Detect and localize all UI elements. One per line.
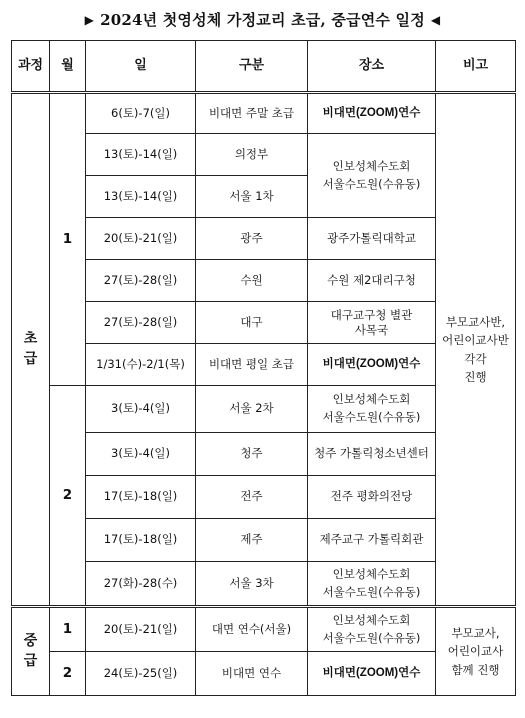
row-place: 인보성체수도회 서울수도원(수유동) (308, 607, 436, 652)
row-date: 6(토)-7(일) (86, 93, 196, 134)
header-month: 월 (50, 41, 86, 93)
row-place: 인보성체수도회 서울수도원(수유동) (308, 134, 436, 218)
schedule-table (11, 40, 516, 696)
row-category: 대구 (196, 302, 308, 344)
table-header-row (12, 41, 516, 93)
row-date: 20(토)-21(일) (86, 607, 196, 652)
row-date: 17(토)-18(일) (86, 519, 196, 562)
note-intermediate: 부모교사, 어린이교사 함께 진행 (436, 607, 516, 696)
row-place: 청주 가톨릭청소년센터 (308, 433, 436, 476)
row-category: 서울 3차 (196, 562, 308, 607)
header-place: 장소 (308, 41, 436, 93)
row-category: 대면 연수(서울) (196, 607, 308, 652)
row-place: 대구교구청 별관 사목국 (308, 302, 436, 344)
row-date: 17(토)-18(일) (86, 476, 196, 519)
row-category: 비대면 평일 초급 (196, 344, 308, 386)
row-date: 24(토)-25(일) (86, 652, 196, 696)
row-category: 비대면 연수 (196, 652, 308, 696)
month-inter-1: 1 (50, 607, 86, 652)
row-place: 수원 제2대리구청 (308, 260, 436, 302)
row-category: 청주 (196, 433, 308, 476)
table-row (12, 607, 516, 652)
row-date: 3(토)-4(일) (86, 386, 196, 433)
header-course: 과정 (12, 41, 50, 93)
title-text: 2024년 첫영성체 가정교리 초급, 중급연수 일정 (100, 11, 425, 29)
row-date: 1/31(수)-2/1(목) (86, 344, 196, 386)
row-date: 27(토)-28(일) (86, 302, 196, 344)
header-day: 일 (86, 41, 196, 93)
row-place: 광주가톨릭대학교 (308, 218, 436, 260)
table-row (12, 93, 516, 134)
row-place: 인보성체수도회 서울수도원(수유동) (308, 386, 436, 433)
row-date: 13(토)-14(일) (86, 176, 196, 218)
header-category: 구분 (196, 41, 308, 93)
row-place: 제주교구 가톨릭회관 (308, 519, 436, 562)
row-category: 서울 1차 (196, 176, 308, 218)
row-category: 광주 (196, 218, 308, 260)
row-category: 서울 2차 (196, 386, 308, 433)
triangle-right-icon: ▶ (84, 13, 95, 27)
row-category: 비대면 주말 초급 (196, 93, 308, 134)
course-basic: 초 급 (12, 93, 50, 607)
row-place: 비대면(ZOOM)연수 (308, 652, 436, 696)
month-inter-2: 2 (50, 652, 86, 696)
course-intermediate: 중 급 (12, 607, 50, 696)
row-place: 비대면(ZOOM)연수 (308, 344, 436, 386)
row-date: 3(토)-4(일) (86, 433, 196, 476)
row-date: 27(토)-28(일) (86, 260, 196, 302)
page-title (0, 9, 525, 30)
header-note: 비고 (436, 41, 516, 93)
row-date: 13(토)-14(일) (86, 134, 196, 176)
row-category: 제주 (196, 519, 308, 562)
row-date: 27(화)-28(수) (86, 562, 196, 607)
month-basic-2: 2 (50, 386, 86, 607)
note-basic: 부모교사반, 어린이교사반 각각 진행 (436, 93, 516, 607)
row-category: 수원 (196, 260, 308, 302)
triangle-left-icon: ◀ (430, 13, 441, 27)
row-place: 비대면(ZOOM)연수 (308, 93, 436, 134)
month-basic-1: 1 (50, 93, 86, 386)
row-category: 전주 (196, 476, 308, 519)
row-place: 전주 평화의전당 (308, 476, 436, 519)
row-category: 의정부 (196, 134, 308, 176)
row-date: 20(토)-21(일) (86, 218, 196, 260)
row-place: 인보성체수도회 서울수도원(수유동) (308, 562, 436, 607)
